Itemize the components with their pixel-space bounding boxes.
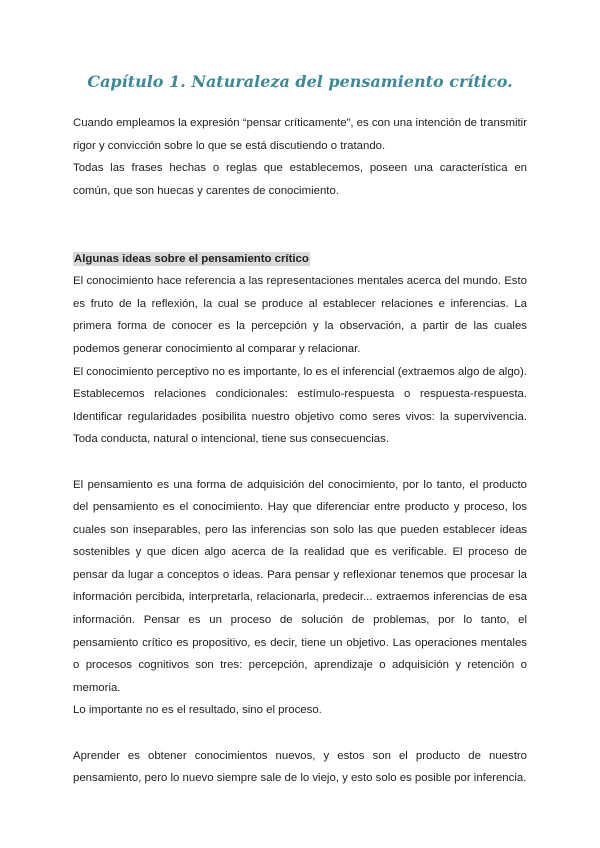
spacer [73,722,527,745]
section-paragraph: Establecemos relaciones condicionales: estímulo-respuesta o respuesta-respuesta. Identificar regularidades posibilita nuestro objetivo como seres vivos: la supervivencia. Toda conducta, natural o intencional, tiene sus consecuencias. [73,388,527,446]
section-paragraph: El conocimiento perceptivo no es importante, lo es el inferencial (extraemos algo de algo). [73,365,527,378]
body-paragraph: Lo importante no es el resultado, sino el proceso. [73,704,322,717]
spacer [73,202,527,225]
spacer [73,451,527,474]
document-body [73,112,527,790]
section-paragraph: El conocimiento hace referencia a las representaciones mentales acerca del mundo. Esto es fruto de la reflexión, la cual se produce al establecer relaciones e inferencias. La primera forma de conocer es la percepción y la observación, a partir de las cuales podemos generar conocimiento al comparar y relacionar. [73,275,527,355]
intro-paragraph: Todas las frases hechas o reglas que establecemos, poseen una característica en común, que son huecas y carentes de conocimiento. [73,162,527,197]
closing-paragraph: Aprender es obtener conocimientos nuevos, y estos son el producto de nuestro pensamiento, pero lo nuevo siempre sale de lo viejo, y esto solo es posible por inferencia. [73,749,527,785]
section-heading-wrapper [73,248,527,271]
spacer [73,225,527,248]
chapter-title: Capítulo 1. Naturaleza del pensamiento crítico. [87,72,513,91]
body-paragraph: El pensamiento es una forma de adquisición del conocimiento, por lo tanto, el producto del pensamiento es el conocimiento. Hay que diferenciar entre producto y proceso, los cuales son inseparables, pero las inferencias son solo las que pueden establecer ideas sostenibles y que dicen algo acerca de la realidad que es verificable. El proceso de pensar da lugar a conceptos o ideas. Para pensar y reflexionar tenemos que procesar la información percibida, interpretarla, relacionarla, predecir... extraemos inferencias de esa información. Pensar es un proceso de solución de problemas, por lo tanto, el pensamiento crítico es propositivo, es decir, tiene un objetivo. Las operaciones mentales o procesos cognitivos son tres: percepción, aprendizaje o adquisición y retención o memoria. [73,478,527,694]
section-heading: Algunas ideas sobre el pensamiento crítico [74,252,309,265]
intro-paragraph: Cuando empleamos la expresión “pensar críticamente”, es con una intención de transmitir rigor y convicción sobre lo que se está discutiendo o tratando. [73,117,527,152]
